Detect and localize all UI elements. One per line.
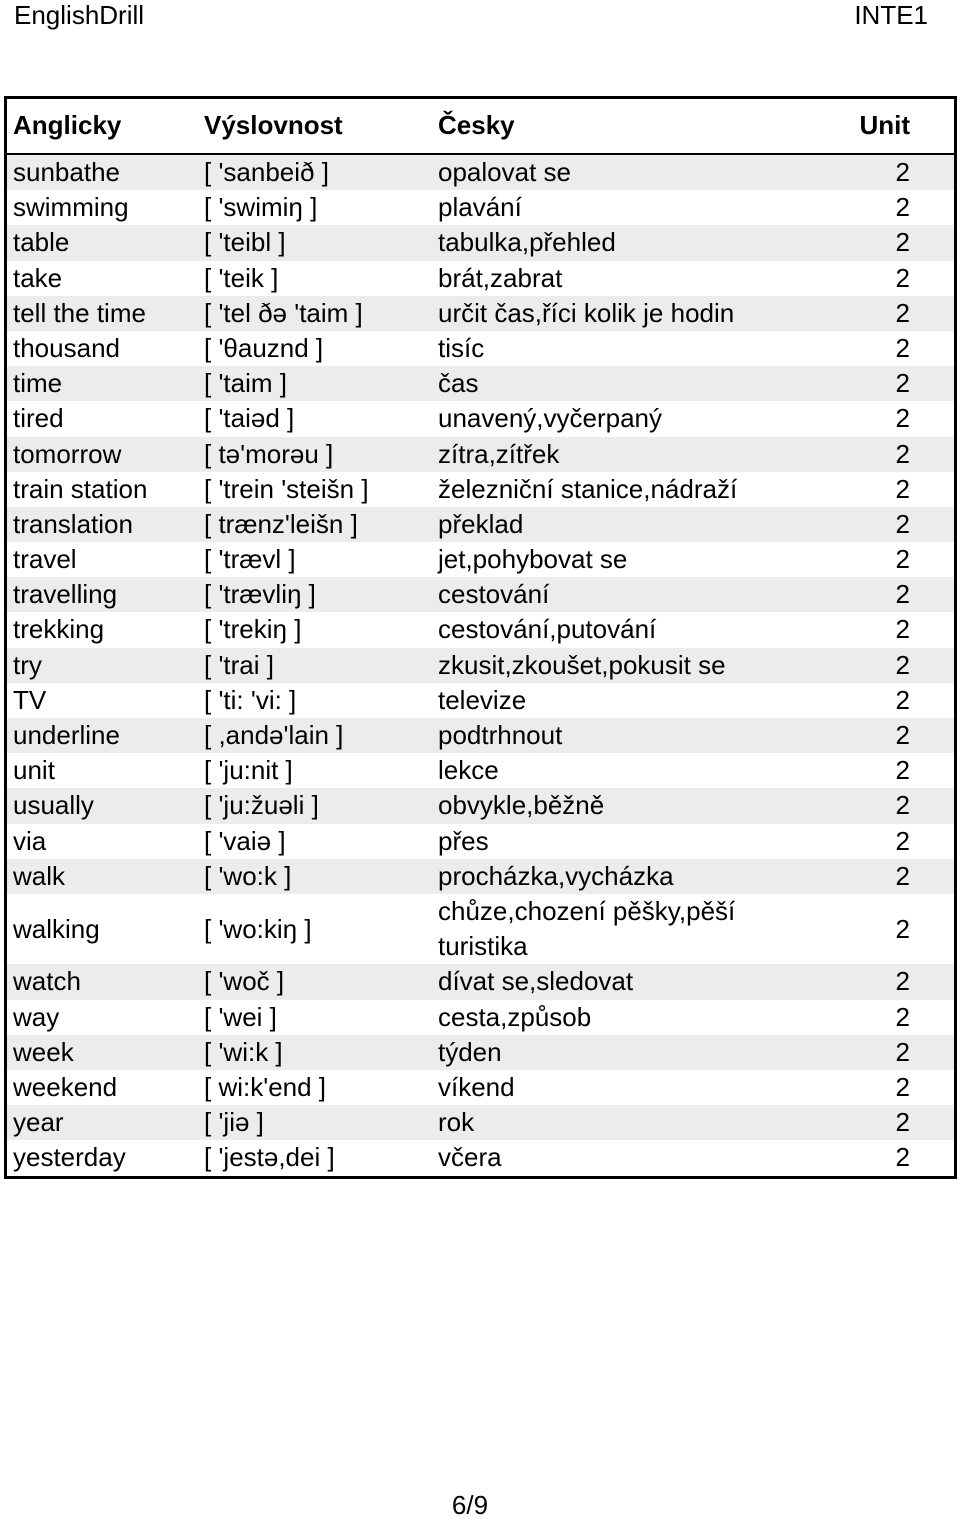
word-english: tomorrow [13,438,122,469]
word-english: yesterday [13,1142,126,1173]
word-pronunciation: [ 'tel ðə 'taim ] [204,297,363,328]
word-czech: podtrhnout [438,720,563,750]
word-czech: cestování,putování [438,614,657,645]
word-english: TV [13,684,47,715]
word-czech: tabulka,přehled [438,227,616,258]
word-unit: 2 [895,825,910,856]
word-czech: tisíc [438,332,485,363]
word-unit: 2 [895,508,910,539]
word-czech: plavání [438,192,522,223]
table-row [7,648,954,683]
word-unit: 2 [895,720,910,750]
table-row [7,190,954,225]
word-unit: 2 [895,473,910,504]
word-unit: 2 [895,1107,910,1138]
word-pronunciation: [ 'wo:kiŋ ] [204,913,312,944]
word-pronunciation: [ trænz'leišn ] [204,508,358,539]
table-row [7,788,954,823]
word-english: sunbathe [13,157,120,187]
table-row [7,753,954,788]
word-pronunciation: [ 'teibl ] [204,227,286,258]
word-english: travel [13,544,77,575]
word-pronunciation: [ 'wi:k ] [204,1036,283,1067]
word-english: tired [13,403,64,434]
word-english: take [13,262,63,293]
word-czech: lekce [438,755,499,786]
word-english: unit [13,755,55,786]
word-pronunciation: [ 'jiə ] [204,1107,264,1138]
word-english: way [13,1001,60,1032]
word-unit: 2 [895,649,910,680]
word-pronunciation: [ 'wo:k ] [204,860,292,891]
word-english: underline [13,720,120,750]
table-row [7,296,954,331]
word-unit: 2 [895,192,910,223]
word-czech: víkend [438,1072,515,1102]
word-unit: 2 [895,368,910,399]
word-czech: cestování [438,579,550,610]
word-english: week [13,1036,74,1067]
word-pronunciation: [ 'ju:nit ] [204,755,293,786]
word-english: weekend [13,1072,118,1102]
table-row [7,612,954,647]
word-unit: 2 [895,438,910,469]
word-english: train station [13,473,148,504]
word-english: table [13,227,70,258]
table-row [7,718,954,753]
word-pronunciation: [ 'trai ] [204,649,274,680]
word-pronunciation: [ 'ti: 'vi: ] [204,684,297,715]
table-row [7,261,954,296]
word-english: trekking [13,614,105,645]
word-unit: 2 [895,913,910,944]
table-row [7,437,954,472]
word-english: translation [13,508,133,539]
table-row [7,683,954,718]
word-unit: 2 [895,684,910,715]
word-english: tell the time [13,297,146,328]
word-czech: cesta,způsob [438,1001,592,1032]
word-unit: 2 [895,790,910,821]
word-czech: včera [438,1142,502,1173]
word-czech: dívat se,sledovat [438,966,634,997]
word-pronunciation: [ 'θauznd ] [204,332,324,363]
word-pronunciation: [ 'sanbeið ] [204,157,329,187]
word-pronunciation: [ 'swimiŋ ] [204,192,318,223]
page-number: 6/9 [451,1490,489,1520]
table-row [7,401,954,436]
word-czech: zkusit,zkoušet,pokusit se [438,649,726,680]
word-czech: chůze,chození pěšky,pěší turistika [438,895,736,962]
word-pronunciation: [ 'jestə,dei ] [204,1142,335,1173]
table-body [7,155,954,1176]
word-unit: 2 [895,262,910,293]
word-czech: televize [438,684,527,715]
word-czech: procházka,vycházka [438,860,674,891]
word-czech: určit čas,říci kolik je hodin [438,297,735,328]
word-english: usually [13,790,94,821]
word-english: try [13,649,42,680]
word-unit: 2 [895,860,910,891]
word-english: walking [13,913,100,944]
word-czech: železniční stanice,nádraží [438,473,738,504]
table-row [7,577,954,612]
word-unit: 2 [895,332,910,363]
table-header [7,99,954,155]
table-row [7,894,954,965]
column-header-english: Anglicky [13,110,122,140]
word-unit: 2 [895,614,910,645]
word-pronunciation: [ 'trein 'steišn ] [204,473,369,504]
table-row [7,472,954,507]
word-czech: obvykle,běžně [438,790,605,821]
word-pronunciation: [ 'ju:žuəli ] [204,790,319,821]
word-pronunciation: [ 'trekiŋ ] [204,614,302,645]
word-unit: 2 [895,227,910,258]
table-row [7,1035,954,1070]
word-unit: 2 [895,403,910,434]
word-english: swimming [13,192,129,223]
word-czech: překlad [438,508,524,539]
word-czech: brát,zabrat [438,262,563,293]
word-unit: 2 [895,579,910,610]
word-pronunciation: [ wi:k'end ] [204,1072,327,1102]
table-row [7,507,954,542]
word-english: time [13,368,63,399]
word-unit: 2 [895,1001,910,1032]
word-unit: 2 [895,755,910,786]
word-english: year [13,1107,64,1138]
table-row [7,1000,954,1035]
document-title: EnglishDrill [14,0,145,30]
word-unit: 2 [895,157,910,187]
word-unit: 2 [895,1072,910,1102]
vocabulary-table [4,96,957,1179]
word-unit: 2 [895,544,910,575]
table-row [7,1070,954,1105]
word-pronunciation: [ ,andə'lain ] [204,720,344,750]
word-pronunciation: [ 'wei ] [204,1001,277,1032]
word-pronunciation: [ 'taiəd ] [204,403,295,434]
table-row [7,1140,954,1175]
table-row [7,824,954,859]
column-header-unit: Unit [859,110,910,140]
word-czech: přes [438,825,489,856]
table-row [7,366,954,401]
word-czech: jet,pohybovat se [438,544,628,575]
word-pronunciation: [ 'trævliŋ ] [204,579,316,610]
word-czech: rok [438,1107,475,1138]
word-unit: 2 [895,297,910,328]
word-unit: 2 [895,1142,910,1173]
word-pronunciation: [ 'vaiə ] [204,825,286,856]
word-pronunciation: [ 'teik ] [204,262,279,293]
word-pronunciation: [ 'woč ] [204,966,285,997]
column-header-czech: Česky [438,110,515,140]
word-czech: týden [438,1036,502,1067]
table-row [7,964,954,999]
table-row [7,155,954,190]
word-english: via [13,825,47,856]
word-czech: opalovat se [438,157,571,187]
word-czech: čas [438,368,479,399]
table-row [7,859,954,894]
word-czech: unavený,vyčerpaný [438,403,663,434]
word-english: travelling [13,579,118,610]
table-row [7,542,954,577]
word-english: walk [13,860,66,891]
word-pronunciation: [ tə'morəu ] [204,438,334,469]
word-english: watch [13,966,81,997]
column-header-pronunciation: Výslovnost [204,110,343,140]
word-pronunciation: [ 'taim ] [204,368,287,399]
word-czech: zítra,zítřek [438,438,560,469]
word-pronunciation: [ 'trævl ] [204,544,296,575]
course-code: INTE1 [854,0,928,30]
table-row [7,1105,954,1140]
table-row [7,225,954,260]
word-unit: 2 [895,1036,910,1067]
word-unit: 2 [895,966,910,997]
word-english: thousand [13,332,120,363]
table-row [7,331,954,366]
